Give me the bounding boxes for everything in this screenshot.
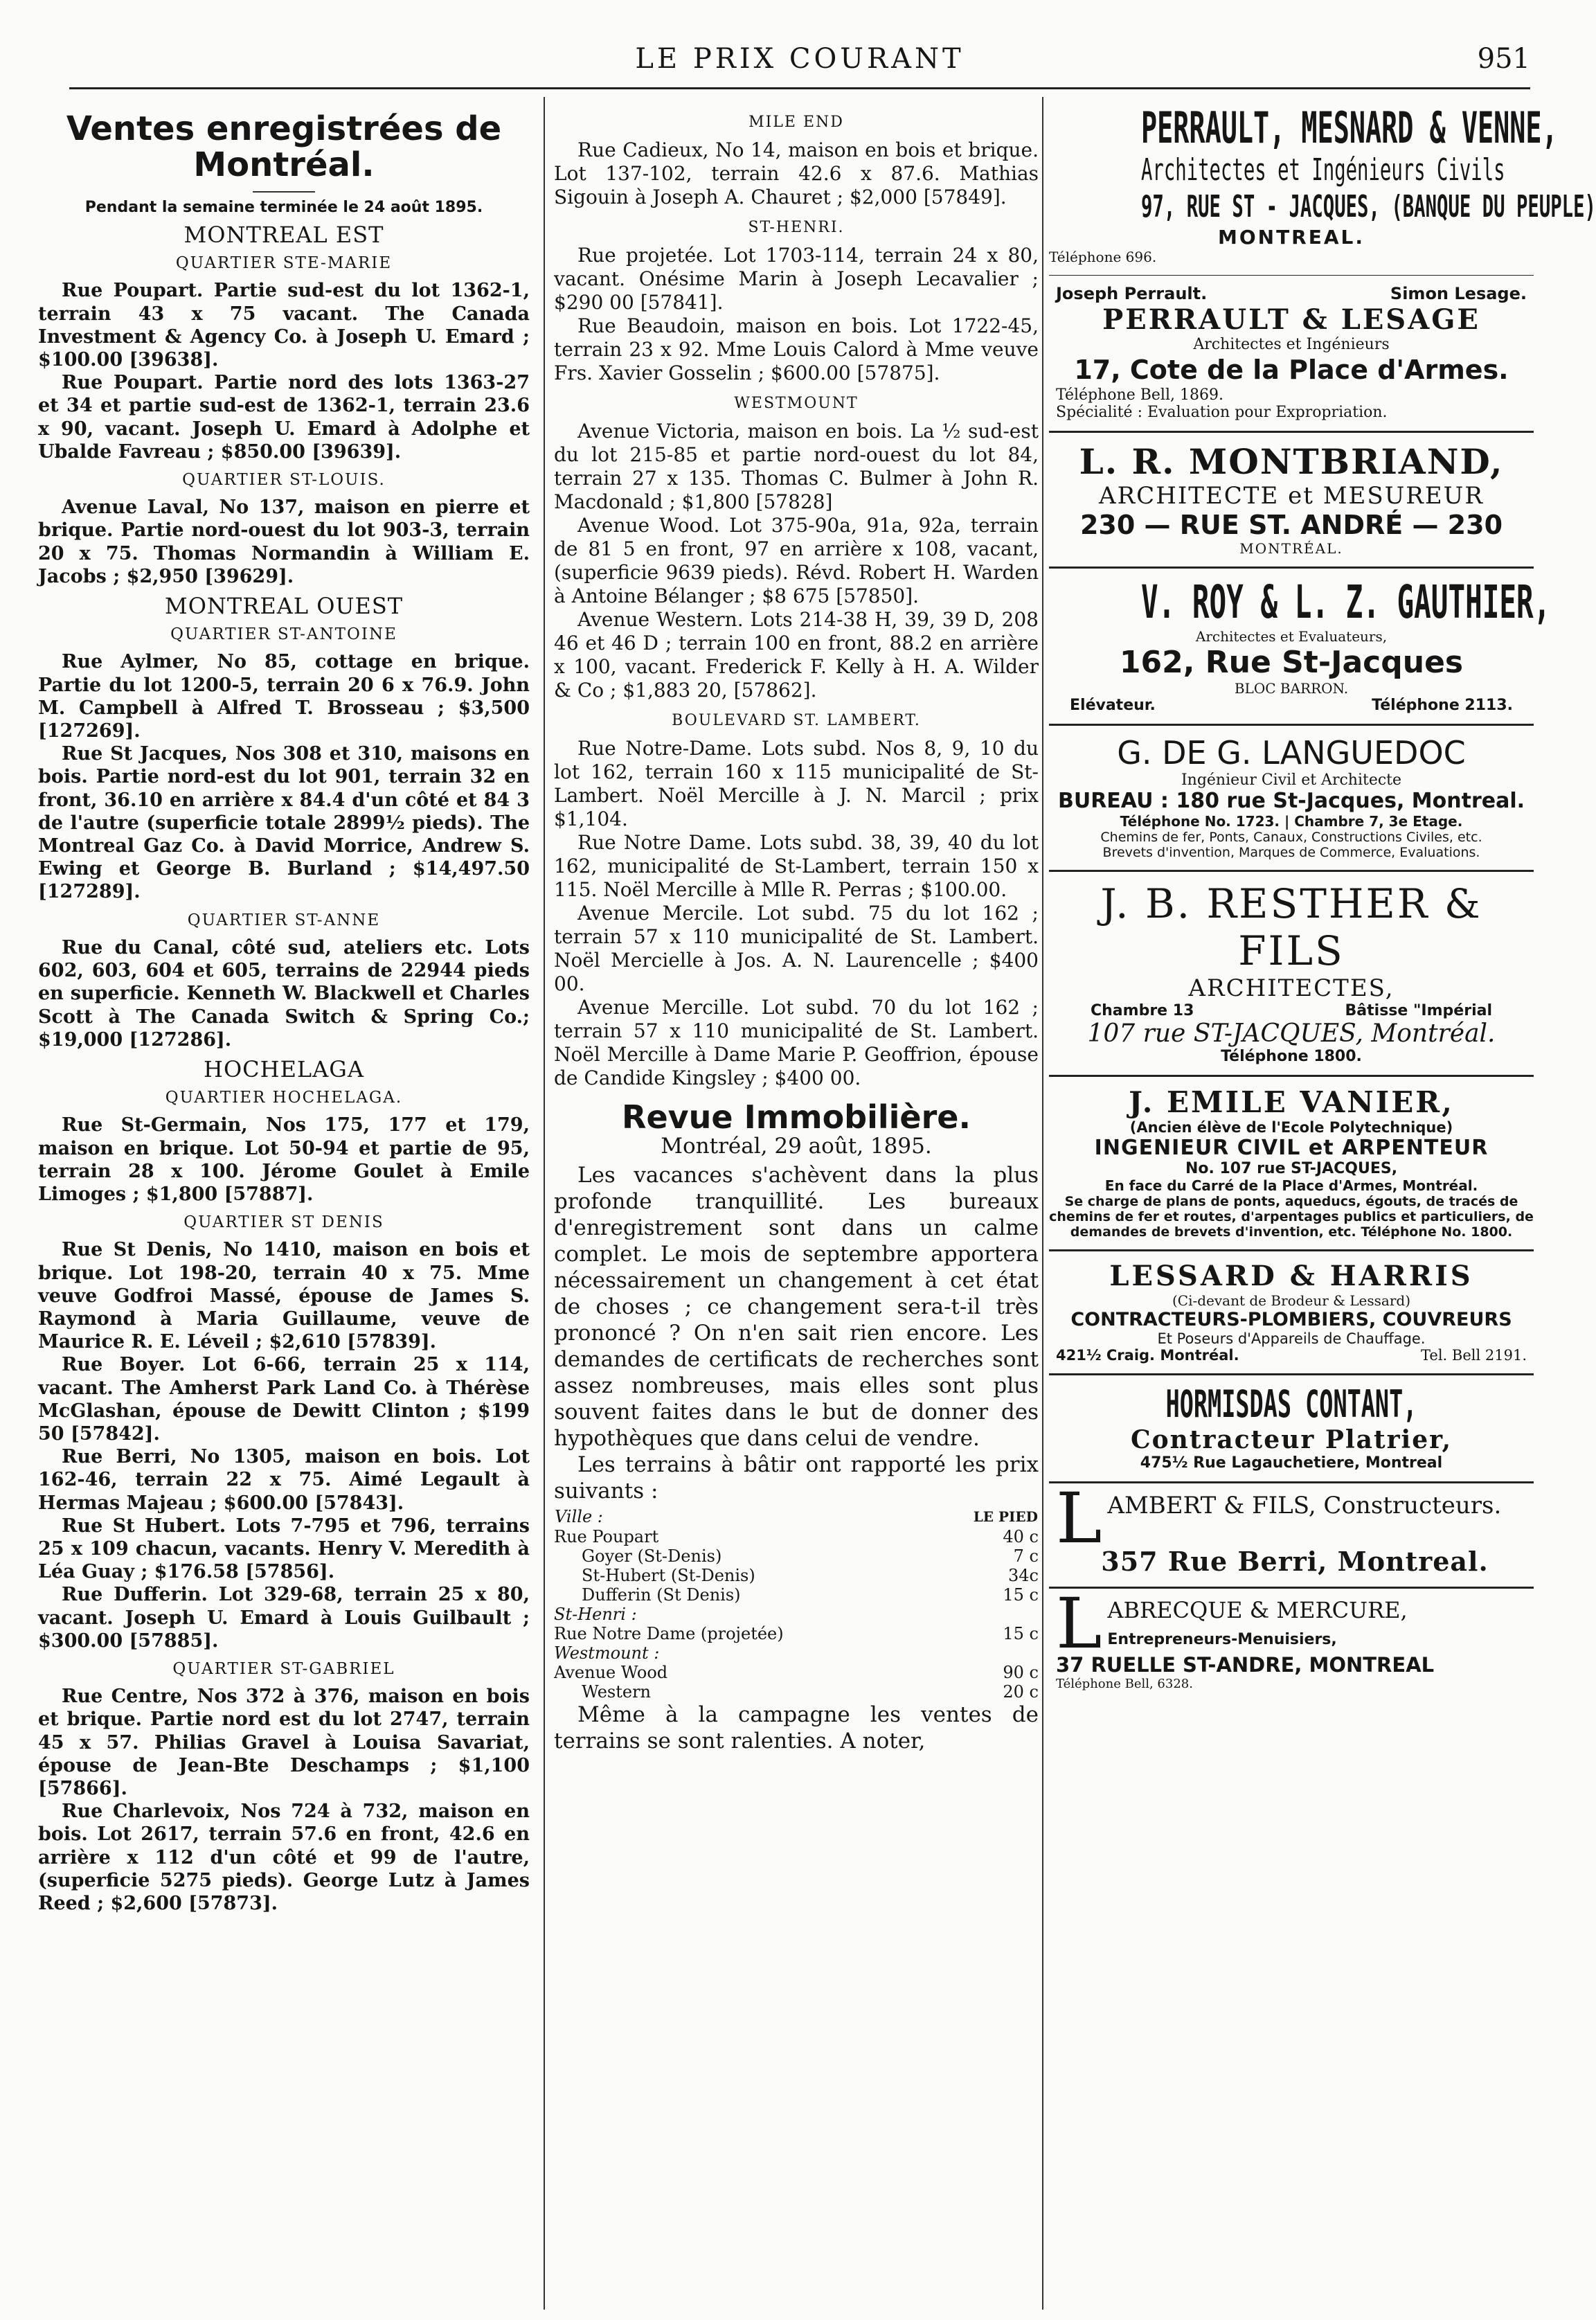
ad-role: Contracteur Platrier, [1130, 1425, 1452, 1454]
ad-divider [1049, 1587, 1534, 1589]
price-street: Western [582, 1682, 652, 1702]
ad-role: Architectes et Evaluateurs, [1195, 628, 1388, 645]
quarter-heading: QUARTIER ST-ANTOINE [170, 625, 397, 644]
ad-elevator: Elévateur. [1070, 697, 1156, 714]
ad-bureau: BUREAU : 180 rue St-Jacques, Montreal. [1057, 789, 1525, 813]
quarter-heading: QUARTIER HOCHELAGA. [165, 1089, 403, 1107]
ad-city: MONTREAL. [1217, 226, 1365, 249]
heading-rule [253, 191, 315, 193]
ad-roy-gauthier [1049, 575, 1551, 714]
ad-phone: Téléphone 696. [1049, 249, 1157, 265]
page-header [69, 43, 1530, 78]
ad-address: 107 rue ST-JACQUES, Montréal. [1087, 1019, 1496, 1048]
ad-address: 475½ Rue Lagauchetiere, Montreal [1140, 1454, 1443, 1472]
price-street: Goyer (St-Denis) [582, 1546, 722, 1566]
quarter-heading: QUARTIER ST-LOUIS. [182, 471, 386, 490]
ad-role: INGENIEUR CIVIL et ARPENTEUR [1094, 1136, 1489, 1160]
sale-entry: Avenue Mercile. Lot subd. 75 du lot 162 ; terrain 57 x 110 municipalité de St. Lambert. Noël Mercielle à Jos. A. N. Laurencelle ; $400 00. [554, 902, 1039, 995]
ad-name: LESSARD & HARRIS [1109, 1260, 1473, 1292]
header-rule [69, 87, 1530, 89]
ad-phone: Téléphone Bell, 6328. [1056, 1677, 1193, 1691]
column-divider-2 [1042, 97, 1043, 2310]
column-ventes-suite [554, 104, 1039, 2306]
sale-entry: Rue Poupart. Partie sud-est du lot 1362-1, terrain 43 x 75 vacant. The Canada Investment & Agency Co. à Joseph U. Emard ; $100.00 [39638]. [38, 280, 530, 371]
sale-entry: Rue St-Germain, Nos 175, 177 et 179, maison en brique. Lot 50-94 et partie de 95, terrain 28 x 100. Jérome Goulet à Emile Limoges ; $1,800 [57887]. [38, 1114, 530, 1205]
district-heading: MONTREAL OUEST [164, 593, 404, 620]
prices-table [554, 1504, 1039, 1702]
ad-address: 357 Rue Berri, Montreal. [1101, 1546, 1489, 1577]
price-row [554, 1546, 1039, 1566]
ad-address: 97, RUE ST - JACQUES, (BANQUE DU PEUPLE) [1141, 189, 1596, 224]
quarter-heading: MILE END [748, 114, 844, 131]
quarter-heading: WESTMOUNT [734, 395, 859, 412]
ad-address: 17, Cote de la Place d'Armes. [1074, 355, 1509, 385]
sale-entry: Avenue Victoria, maison en bois. La ½ sud-est du lot 215-85 et partie nord-ouest du lot 84, terrain 27 x 135. Thomas C. Bulmer à John R. Macdonald ; $1,800 [57828] [554, 420, 1039, 513]
ad-building: Bâtisse "Impérial [1345, 1002, 1492, 1019]
price-value: 15 c [1003, 1624, 1039, 1643]
ad-partner: Simon Lesage. [1390, 284, 1527, 303]
revue-paragraph: Même à la campagne les ventes de terrains se sont ralenties. A noter, [554, 1702, 1039, 1754]
ad-divider [1049, 1075, 1534, 1077]
ad-name: J. EMILE VANIER, [1129, 1085, 1454, 1119]
ad-role: Architectes et Ingénieurs [1193, 336, 1390, 353]
ad-initial: L [1056, 1583, 1102, 1664]
ad-phone: Tel. Bell 2191. [1421, 1347, 1527, 1364]
sale-entry: Rue Notre-Dame. Lots subd. Nos 8, 9, 10 du lot 162, terrain 160 x 115 municipalité de St-Lambert. Noël Mercille à J. N. Marcil ; prix $1,104. [554, 737, 1039, 830]
prices-table-head-left: Ville : [555, 1507, 603, 1526]
ad-address: No. 107 rue ST-JACQUES, [1185, 1160, 1398, 1177]
ad-divider [1049, 431, 1534, 433]
price-street: St-Hubert (St-Denis) [582, 1566, 755, 1585]
ventes-sections [38, 224, 530, 1915]
quarter-heading: BOULEVARD ST. LAMBERT. [672, 712, 921, 729]
ad-phone: Téléphone Bell, 1869. [1056, 386, 1223, 404]
ad-montbriand [1049, 441, 1534, 557]
ad-name: G. DE G. LANGUEDOC [1117, 734, 1466, 771]
price-row [554, 1643, 1039, 1663]
revue-paragraph: Les vacances s'achèvent dans la plus profonde tranquillité. Les bureaux d'enregistrement sont dans un calme complet. Le mois de septembre apportera nécessairement un changement à cet état de choses ; ce changement sera-t-il très prononcé ? On n'en sait rien encore. Les demandes de certificats de recherches sont assez nombreuses, mais elles sont plus souvent faites dans le but de donner des hypothèques que dans celui de vendre. [554, 1163, 1039, 1451]
ad-role: ARCHITECTE et MESUREUR [1099, 482, 1484, 510]
ventes-heading: Ventes enregistrées de Montréal. [66, 109, 502, 184]
ad-lambert-fils [1049, 1478, 1534, 1577]
price-value: 15 c [1003, 1585, 1039, 1605]
ad-role: Ingénieur Civil et Architecte [1181, 771, 1402, 789]
price-row [554, 1663, 1039, 1682]
ad-role: CONTRACTEURS-PLOMBIERS, COUVREURS [1070, 1309, 1512, 1330]
price-street: Avenue Wood [554, 1663, 668, 1682]
ad-partner: Joseph Perrault. [1056, 284, 1208, 303]
revue-heading: Revue Immobilière. [622, 1098, 971, 1136]
ad-lessard-harris [1049, 1260, 1534, 1364]
ad-address: 421½ Craig. Montréal. [1056, 1347, 1239, 1364]
ad-divider [1049, 1481, 1534, 1483]
page-number: 951 [1477, 43, 1530, 75]
ad-divider [1049, 275, 1534, 276]
ad-name: AMBERT & FILS, Constructeurs. [1107, 1492, 1502, 1519]
price-row [554, 1605, 1039, 1624]
sale-entry: Rue Cadieux, No 14, maison en bois et brique. Lot 137-102, terrain 42.6 x 87.6. Mathias Sigouin à Joseph A. Chauret ; $2,000 [57849]. [554, 139, 1039, 208]
price-street: Rue Notre Dame (projetée) [554, 1624, 784, 1643]
ad-divider [1049, 1373, 1534, 1375]
ad-divider [1049, 1249, 1534, 1251]
ad-divider [1049, 724, 1534, 726]
ad-phone: Téléphone No. 1723. | Chambre 7, 3e Etage. [1120, 813, 1463, 830]
district-heading: MONTREAL EST [183, 222, 384, 248]
price-street: Rue Poupart [554, 1527, 659, 1546]
price-row [554, 1527, 1039, 1546]
sale-entry: Rue Boyer. Lot 6-66, terrain 25 x 114, vacant. The Amherst Park Land Co. à Thérèse McGlashan, épouse de Dewitt Clinton ; $199 50 [57842]. [38, 1354, 530, 1445]
quarter-heading: QUARTIER ST-GABRIEL [172, 1659, 395, 1678]
price-row [554, 1682, 1039, 1702]
prices-table-head-right: LE PIED [973, 1508, 1038, 1525]
newspaper-title: LE PRIX COURANT [635, 43, 965, 75]
quarter-heading: ST-HENRI. [748, 219, 845, 236]
ad-name: PERRAULT, MESNARD & VENNE, [1141, 102, 1558, 153]
ad-room: Chambre 13 [1091, 1002, 1194, 1019]
ad-name: V. ROY & L. Z. GAUTHIER, [1141, 575, 1551, 629]
ad-phone: Téléphone 1800. [1221, 1048, 1362, 1065]
ad-role: Entrepreneurs-Menuisiers, [1107, 1631, 1337, 1648]
ad-address: 37 RUELLE ST-ANDRE, MONTREAL [1056, 1653, 1435, 1677]
ad-address: 230 — RUE ST. ANDRÉ — 230 [1079, 510, 1503, 540]
sale-entry: Avenue Wood. Lot 375-90a, 91a, 92a, terrain de 81 5 en front, 97 en arrière x 108, vacant, (superficie 9639 pieds). Révd. Robert H. Warden à Antoine Bélanger ; $8 675 [57850]. [554, 514, 1039, 607]
quarter-heading: QUARTIER ST DENIS [183, 1213, 384, 1232]
ad-specialty: Spécialité : Evaluation pour Expropriation. [1056, 404, 1388, 421]
price-row [554, 1624, 1039, 1643]
ad-divider [1049, 566, 1534, 569]
ad-contant [1049, 1384, 1534, 1472]
column-divider-1 [544, 97, 545, 2310]
sale-entry: Rue du Canal, côté sud, ateliers etc. Lots 602, 603, 604 et 605, terrains de 22944 pieds en superficie. Kenneth W. Blackwell et Charles Scott à The Canada Switch & Spring Co.; $19,000 [127286]. [38, 936, 530, 1051]
ad-vanier [1049, 1085, 1534, 1240]
column-ventes [38, 104, 530, 2306]
price-value: 7 c [1013, 1546, 1039, 1566]
revue-paragraph: Les terrains à bâtir ont rapporté les prix suivants : [554, 1452, 1039, 1503]
ventes-sections-suite [554, 111, 1039, 1090]
ad-phone: Téléphone 2113. [1372, 697, 1513, 714]
price-group: St-Henri : [554, 1605, 637, 1624]
price-value: 34c [1008, 1566, 1039, 1585]
sale-entry: Rue Dufferin. Lot 329-68, terrain 25 x 80, vacant. Joseph U. Emard à Louis Guilbault ; $300.00 [57885]. [38, 1584, 530, 1652]
ad-resther-fils [1049, 880, 1534, 1065]
ad-location: En face du Carré de la Place d'Armes, Montréal. [1104, 1177, 1478, 1194]
ad-specialty: Et Poseurs d'Appareils de Chauffage. [1157, 1330, 1426, 1347]
ad-specialty: Se charge de plans de ponts, aqueducs, égouts, de tracés de chemins de fer et routes, d'arpentages publics et particuliers, de demandes de brevets d'invention, etc. Téléphone No. 1800. [1049, 1194, 1534, 1240]
ventes-period: Pendant la semaine terminée le 24 août 1895. [84, 199, 483, 216]
ad-name: PERRAULT & LESAGE [1102, 303, 1480, 336]
sale-entry: Rue St Jacques, Nos 308 et 310, maisons en bois. Partie nord-est du lot 901, terrain 32 en front, 36.10 en arrière x 84.4 d'un côté et 84 3 de l'autre (superficie totale 2899½ pieds). The Montreal Gaz Co. à David Morrice, Andrew S. Ewing et George B. Burland ; $14,497.50 [127289]. [38, 743, 530, 903]
ad-specialty: Chemins de fer, Ponts, Canaux, Constructions Civiles, etc. Brevets d'invention, Marques de Commerce, Evaluations. [1100, 830, 1482, 860]
quarter-heading: QUARTIER ST-ANNE [187, 911, 381, 929]
price-value: 40 c [1003, 1527, 1039, 1546]
price-street: Dufferin (St Denis) [582, 1585, 741, 1605]
ad-address: 162, Rue St-Jacques [1119, 645, 1464, 680]
ad-name: L. R. MONTBRIAND, [1079, 441, 1504, 482]
ad-labrecque-mercure [1049, 1583, 1534, 1691]
sale-entry: Avenue Western. Lots 214-38 H, 39, 39 D, 208 46 et 46 D ; terrain 100 en front, 88.2 en arrière x 100, vacant. Frederick F. Kelly à H. A. Wilder & Co ; $1,883 20, [57862]. [554, 608, 1039, 702]
revue-dateline: Montréal, 29 août, 1895. [661, 1134, 932, 1159]
ad-former: (Ancien élève de l'Ecole Polytechnique) [1129, 1119, 1453, 1136]
price-value: 90 c [1003, 1663, 1039, 1682]
ad-name: HORMISDAS CONTANT, [1165, 1382, 1417, 1426]
ad-name: ABRECQUE & MERCURE, [1107, 1597, 1408, 1623]
ad-perrault-lesage [1049, 284, 1534, 421]
quarter-heading: QUARTIER STE-MARIE [175, 254, 393, 273]
sale-entry: Rue Poupart. Partie nord des lots 1363-27 et 34 et partie sud-est de 1362-1, terrain 23.6 x 90, vacant. Joseph U. Emard à Adolphe et Ubalde Favreau ; $850.00 [39639]. [38, 372, 530, 463]
ad-divider [1049, 870, 1534, 872]
ad-languedoc [1049, 734, 1534, 860]
ad-initial: L [1056, 1478, 1102, 1559]
price-value: 20 c [1003, 1682, 1039, 1702]
sale-entry: Rue St Denis, No 1410, maison en bois et brique. Lot 198-20, terrain 40 x 75. Mme veuve Godfroi Massé, épouse de James S. Raymond à Maria Guillaume, veuve de Maurice R. E. Léveil ; $2,610 [57839]. [38, 1239, 530, 1353]
sale-entry: Rue Centre, Nos 372 à 376, maison en bois et brique. Partie nord est du lot 2747, terrain 45 x 57. Philias Gravel à Louisa Savariat, épouse de Jean-Bte Deschamps ; $1,100 [57866]. [38, 1686, 530, 1799]
ad-perrault-mesnard-venne [1049, 102, 1596, 265]
sale-entry: Rue St Hubert. Lots 7-795 et 796, terrains 25 x 109 chacun, vacants. Henry V. Meredith à Léa Guay ; $176.58 [57856]. [38, 1515, 530, 1583]
sale-entry: Rue Beaudoin, maison en bois. Lot 1722-45, terrain 23 x 92. Mme Louis Calord à Mme veuve Frs. Xavier Gosselin ; $600.00 [57875]. [554, 314, 1039, 384]
column-advertisements [1049, 102, 1596, 2306]
sale-entry: Rue Charlevoix, Nos 724 à 732, maison en bois. Lot 2617, terrain 57.6 en front, 42.6 en arrière x 112 d'un côté et 99 de l'autre, (superficie 5275 pieds). George Lutz à James Reed ; $2,600 [57873]. [38, 1801, 530, 1915]
ad-name: J. B. RESTHER & FILS [1100, 880, 1482, 974]
ad-former: (Ci-devant de Brodeur & Lessard) [1172, 1292, 1411, 1309]
sale-entry: Rue Aylmer, No 85, cottage en brique. Partie du lot 1200-5, terrain 20 6 x 76.9. John M. Campbell à Alfred T. Brosseau ; $3,500 [127269]. [38, 651, 530, 742]
sale-entry: Rue Berri, No 1305, maison en bois. Lot 162-46, terrain 22 x 75. Aimé Legault à Hermas Majeau ; $600.00 [57843]. [38, 1446, 530, 1514]
sale-entry: Avenue Laval, No 137, maison en pierre et brique. Partie nord-ouest du lot 903-3, terrain 20 x 75. Thomas Normandin à William E. Jacobs ; $2,950 [39629]. [38, 497, 530, 587]
sale-entry: Rue Notre Dame. Lots subd. 38, 39, 40 du lot 162, municipalité de St-Lambert, terrain 150 x 115. Noël Mercille à Mlle R. Perras ; $100.00. [554, 831, 1039, 901]
price-group: Westmount : [554, 1643, 660, 1663]
sale-entry: Avenue Mercille. Lot subd. 70 du lot 162 ; terrain 57 x 110 municipalité de St. Lambert. Noël Mercille à Dame Marie P. Geoffrion, épouse de Candide Kingsley ; $400 00. [554, 996, 1039, 1089]
ad-city: MONTRÉAL. [1239, 540, 1343, 557]
ad-role: Architectes et Ingénieurs Civils [1141, 152, 1505, 188]
district-heading: HOCHELAGA [204, 1055, 364, 1082]
sale-entry: Rue projetée. Lot 1703-114, terrain 24 x 80, vacant. Onésime Marin à Joseph Lecavalier ; $290 00 [57841]. [554, 244, 1039, 314]
price-row [554, 1566, 1039, 1585]
ad-bloc: BLOC BARRON. [1234, 680, 1349, 697]
ad-role: ARCHITECTES, [1188, 974, 1395, 1002]
price-row [554, 1585, 1039, 1605]
